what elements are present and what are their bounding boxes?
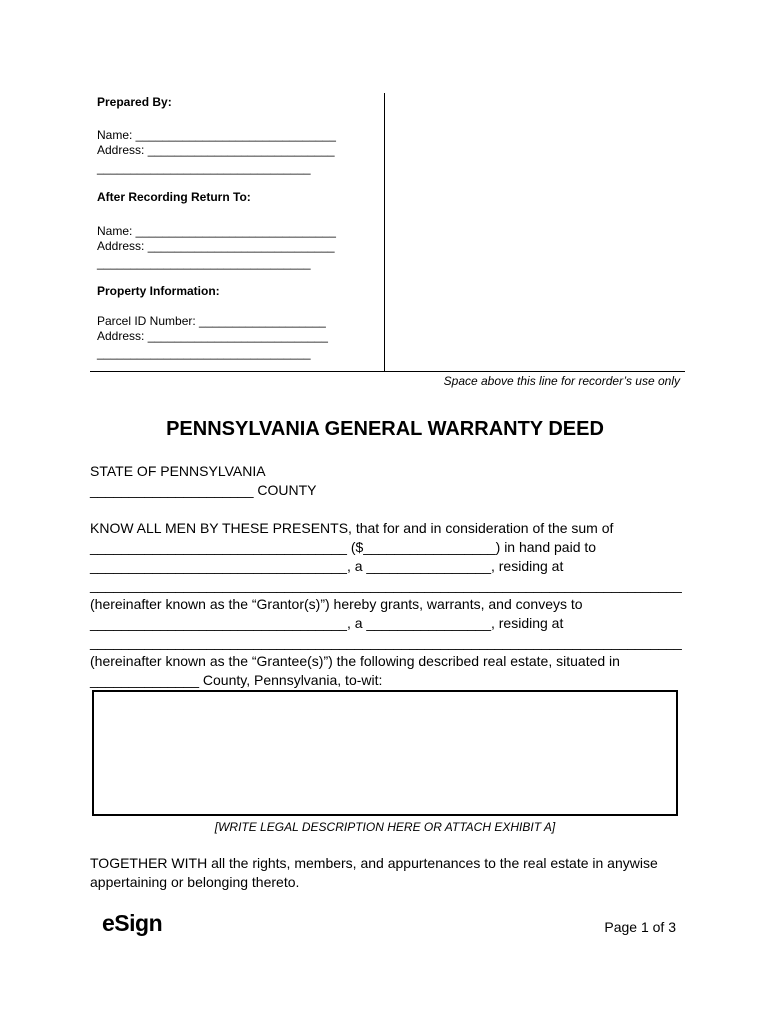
state-line: STATE OF PENNSYLVANIA: [90, 463, 266, 479]
together-line: appertaining or belonging thereto.: [90, 874, 300, 890]
legal-description-box[interactable]: [92, 690, 678, 816]
body-line: KNOW ALL MEN BY THESE PRESENTS, that for and in consideration of the sum of: [90, 520, 614, 536]
return-to-header: After Recording Return To:: [97, 190, 251, 204]
page-number: Page 1 of 3: [604, 919, 676, 935]
body-line: _________________________________, a ________________, residing at: [90, 615, 564, 631]
return-to-address-2: ________________________________: [97, 256, 311, 270]
body-line: ______________ County, Pennsylvania, to-wit:: [90, 672, 383, 688]
property-address-2: ________________________________: [97, 346, 311, 360]
prepared-by-address-2: ________________________________: [97, 161, 311, 175]
property-address: Address: ___________________________: [97, 329, 328, 343]
document-title: PENNSYLVANIA GENERAL WARRANTY DEED: [166, 418, 604, 440]
prepared-by-name: Name: ______________________________: [97, 128, 336, 142]
body-line: ____________________________________________________________________________: [90, 634, 682, 650]
prepared-by-address: Address: ____________________________: [97, 143, 335, 157]
body-line: (hereinafter known as the “Grantor(s)”) hereby grants, warrants, and conveys to: [90, 596, 583, 612]
parcel-id: Parcel ID Number: ___________________: [97, 314, 326, 328]
prepared-by-header: Prepared By:: [97, 95, 172, 109]
together-line: TOGETHER WITH all the rights, members, and appurtenances to the real estate in anywise: [90, 855, 658, 871]
county-line: _____________________ COUNTY: [90, 482, 317, 498]
return-to-name: Name: ______________________________: [97, 224, 336, 238]
recorder-divider-vertical: [384, 93, 385, 371]
esign-logo: eSign: [102, 910, 163, 936]
recorder-divider-horizontal: [90, 371, 685, 372]
property-info-header: Property Information:: [97, 284, 220, 298]
body-line: ____________________________________________________________________________: [90, 577, 682, 593]
body-line: _________________________________ ($_________________) in hand paid to: [90, 539, 597, 555]
legal-description-caption: [WRITE LEGAL DESCRIPTION HERE OR ATTACH EXHIBIT A]: [214, 820, 556, 834]
body-line: _________________________________, a ________________, residing at: [90, 558, 564, 574]
body-line: (hereinafter known as the “Grantee(s)”) the following described real estate, situated in: [90, 653, 620, 669]
return-to-address: Address: ____________________________: [97, 239, 335, 253]
recorder-note: Space above this line for recorder’s use only: [443, 374, 680, 388]
